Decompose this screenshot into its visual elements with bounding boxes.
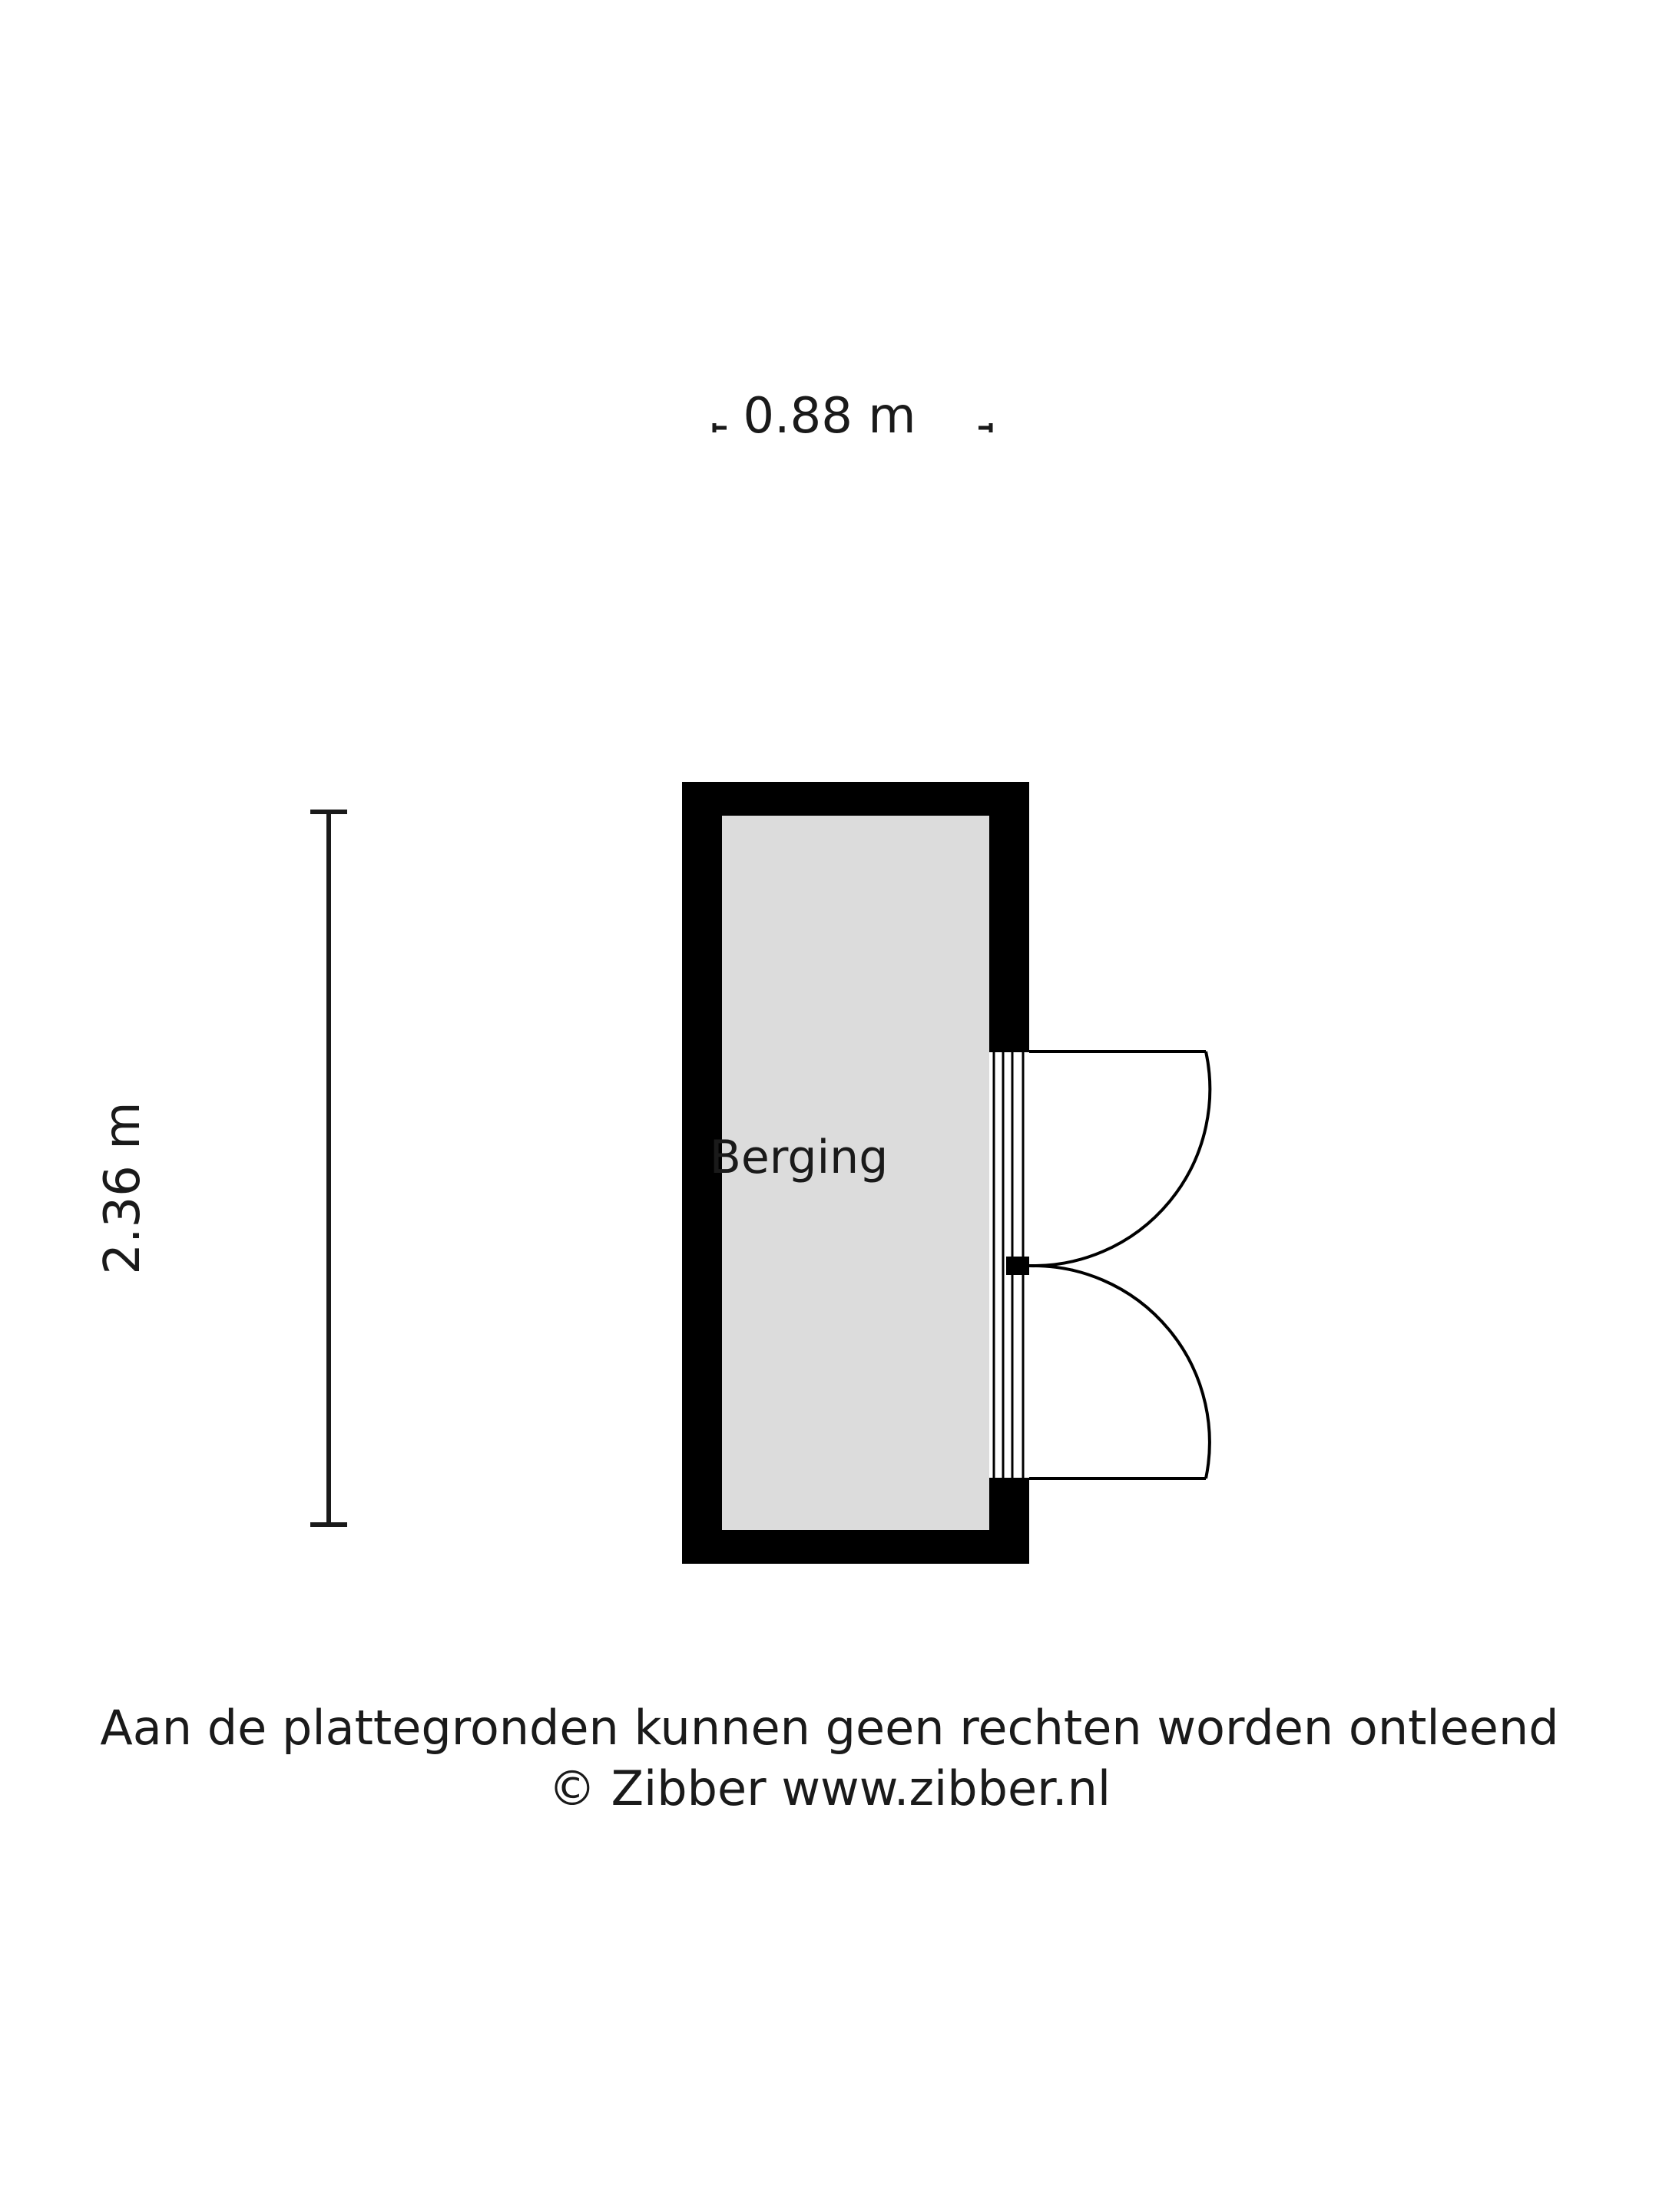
width-dimension-label: 0.88 m: [743, 388, 916, 445]
double-door-swing: [1006, 1051, 1210, 1479]
footer-copyright: © Zibber www.zibber.nl: [548, 1760, 1111, 1817]
footer: [0, 1697, 1659, 1820]
footer-disclaimer: Aan de plattegronden kunnen geen rechten worden ontleend: [100, 1700, 1559, 1756]
height-dimension-label: 2.36 m: [94, 1101, 151, 1275]
room-label-berging: Berging: [709, 1131, 889, 1184]
height-dimension-line: [310, 812, 347, 1525]
